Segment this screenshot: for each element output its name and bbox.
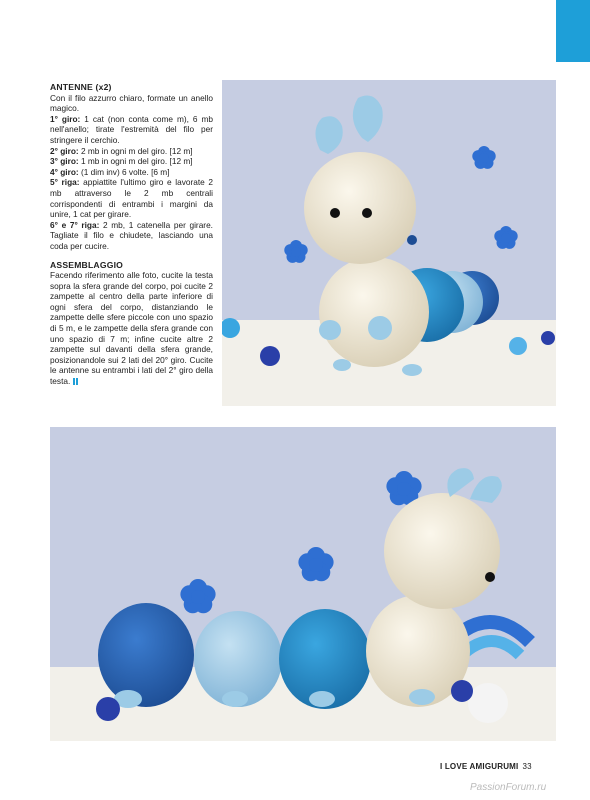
rows-6-7: 6° e 7° riga: 2 mb, 1 catenella per girare. Tagliate il filo e chiudete, lasciando una coda per cucire. [50, 219, 213, 251]
photo-caterpillar-front [222, 80, 556, 406]
page-footer [440, 762, 532, 771]
end-mark-icon [73, 378, 78, 385]
row-5: 5° riga: appiattite l'ultimo giro e lavorate 2 mb attraverso le 2 mb centrali corrispondenti di entrambi i margini da unire, 1 cat per girare. [50, 177, 213, 220]
round-2: 2° giro: 2 mb in ogni m del giro. [12 m] [50, 145, 193, 156]
round-3: 3° giro: 1 mb in ogni m del giro. [12 m] [50, 156, 193, 167]
assemblaggio-heading: ASSEMBLAGGIO [50, 259, 124, 270]
round-1: 1° giro: 1 cat (non conta come m), 6 mb nell'anello; tirate l'estremità del filo per stringere il cerchio. [50, 113, 213, 145]
assemblaggio-body: Facendo riferimento alle foto, cucite la testa sopra la sfera grande del corpo, poi cucite 2 zampette al centro della parte inferiore di ogni sfera del corpo, distanziando le zampette delle sfere piccole con uno spazio di 5 m, e le zampette della sfera grande con uno spazio di 7 m; infine cucite altre 2 zampette sul davanti della sfera grande, posizionandole sui 2 lati del 20° giro. Cucite le antenne su entrambi i lati del 2° giro della testa. [50, 270, 213, 387]
antenne-heading: ANTENNE (x2) [50, 82, 112, 92]
watermark: PassionForum.ru [470, 782, 547, 793]
photo-caterpillar-side [50, 427, 556, 741]
section-color-tab [556, 0, 590, 62]
round-4: 4° giro: (1 dim inv) 6 volte. [6 m] [50, 166, 170, 177]
antenne-intro: Con il filo azzurro chiaro, formate un anello magico. [50, 92, 213, 114]
magazine-name: I LOVE AMIGURUMI [440, 762, 519, 771]
instructions-column [50, 82, 213, 387]
page-number: 33 [522, 762, 532, 771]
